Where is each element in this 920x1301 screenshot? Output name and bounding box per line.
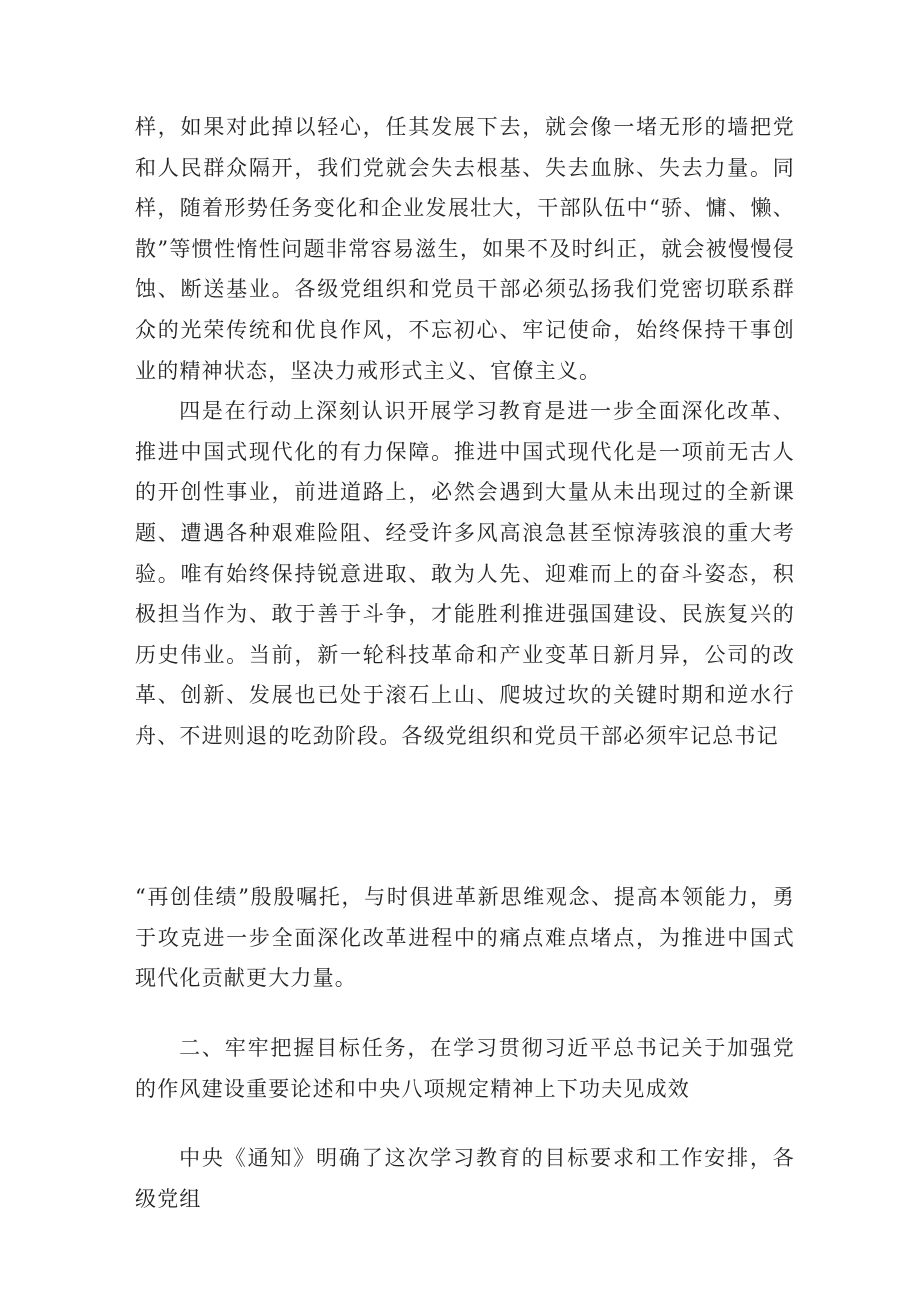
text-block-2 (135, 877, 795, 999)
paragraph-5: 中央《通知》明确了这次学习教育的目标要求和工作安排，各级党组 (135, 1146, 795, 1211)
section-heading: 二、牢牢把握目标任务，在学习贯彻习近平总书记关于加强党的作风建设重要论述和中央八项规定精神上下功夫见成效 (135, 1036, 795, 1101)
text-block-4 (135, 1138, 795, 1219)
text-block-1 (135, 107, 795, 757)
paragraph-2: 四是在行动上深刻认识开展学习教育是进一步全面深化改革、推进中国式现代化的有力保障。推进中国式现代化是一项前无古人的开创性事业，前进道路上，必然会遇到大量从未出现过的全新课题、遭遇各种艰难险阻、经受许多风高浪急甚至惊涛骇浪的重大考验。唯有始终保持锐意进取、敢为人先、迎难而上的奋斗姿态，积极担当作为、敢于善于斗争，才能胜利推进强国建设、民族复兴的历史伟业。当前，新一轮科技革命和产业变革日新月异，公司的改革、创新、发展也已处于滚石上山、爬坡过坎的关键时期和逆水行舟、不进则退的吃劲阶段。各级党组织和党员干部必须牢记总书记 (135, 399, 795, 748)
paragraph-3: “再创佳绩”殷殷嘱托，与时俱进革新思维观念、提高本领能力，勇于攻克进一步全面深化改革进程中的痛点难点堵点，为推进中国式现代化贡献更大力量。 (135, 885, 795, 991)
paragraph-1: 样，如果对此掉以轻心，任其发展下去，就会像一堵无形的墙把党和人民群众隔开，我们党就会失去根基、失去血脉、失去力量。同样，随着形势任务变化和企业发展壮大，干部队伍中“骄、慵、懒、散”等惯性惰性问题非常容易滋生，如果不及时纠正，就会被慢慢侵蚀、断送基业。各级党组织和党员干部必须弘扬我们党密切联系群众的光荣传统和优良作风，不忘初心、牢记使命，始终保持干事创业的精神状态，坚决力戒形式主义、官僚主义。 (135, 115, 795, 383)
text-block-3 (135, 1028, 795, 1109)
